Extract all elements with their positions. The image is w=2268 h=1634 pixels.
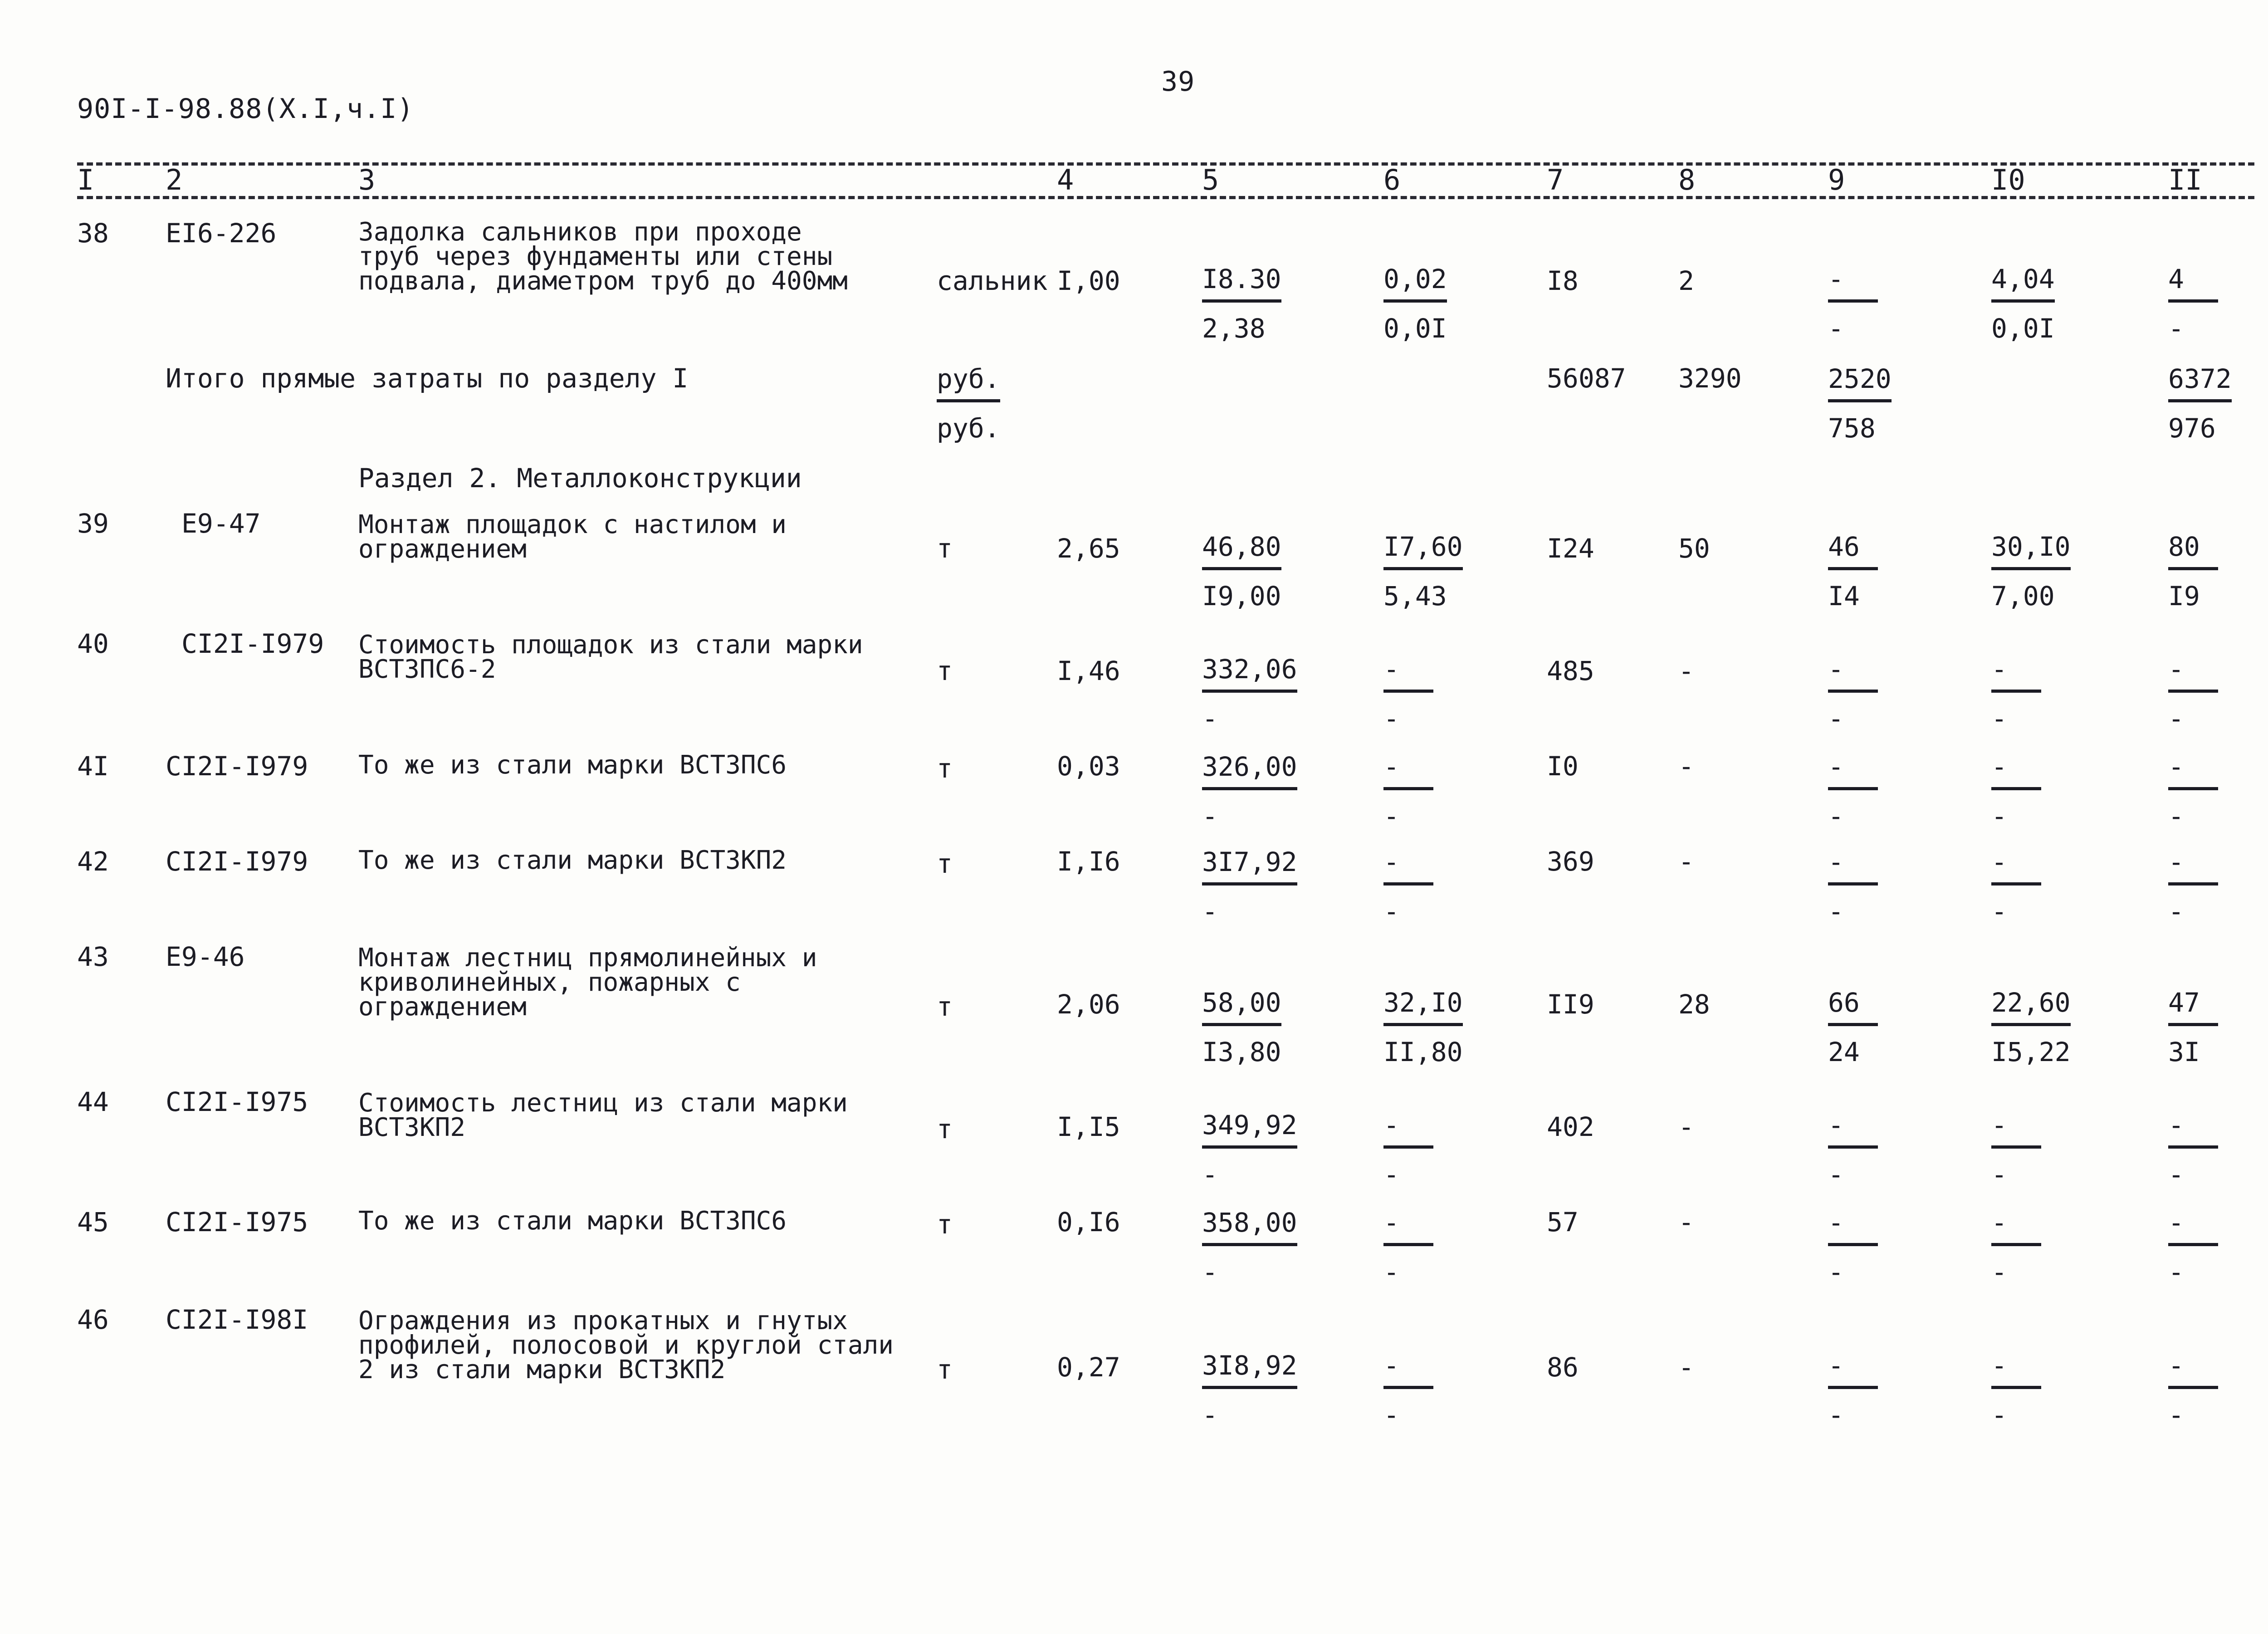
col11-fraction <box>2168 263 2218 344</box>
col11-fraction <box>2168 531 2218 612</box>
col8-value: - <box>1678 846 1694 877</box>
col6-fraction <box>1383 987 1463 1068</box>
col7-value: 86 <box>1547 1352 1579 1383</box>
rate-code: CI2I-I979 <box>181 628 324 659</box>
col5-fraction <box>1202 531 1281 612</box>
col6-numerator: I7,60 <box>1383 531 1463 570</box>
col6-numerator: - <box>1383 1109 1433 1149</box>
rate-code: CI2I-I979 <box>166 751 308 782</box>
col11-numerator: - <box>2168 846 2218 885</box>
col8-value: - <box>1678 1352 1694 1383</box>
work-description: Ограждения из прокатных и гнутых профилей, полосовой и круглой стали 2 из стали марки ВСТ3КП2 <box>358 1306 894 1384</box>
col11-numerator: 4 <box>2168 263 2218 303</box>
total-unit-denominator: руб. <box>937 413 1000 444</box>
col11-denominator: - <box>2168 703 2184 734</box>
col7-value: II9 <box>1547 989 1594 1020</box>
col10-fraction <box>1991 263 2055 344</box>
work-description: Монтаж площадок с настилом и ограждением <box>358 510 787 564</box>
total-col7: 56087 <box>1547 363 1626 394</box>
col11-denominator: - <box>2168 896 2184 927</box>
row-number: 43 <box>77 941 109 972</box>
col9-numerator: - <box>1828 653 1878 693</box>
col-header-1: I <box>77 163 94 196</box>
quantity: 0,27 <box>1057 1352 1120 1383</box>
col5-numerator: 3I8,92 <box>1202 1350 1297 1389</box>
col-header-10: I0 <box>1991 163 2025 196</box>
col6-fraction <box>1383 846 1433 927</box>
col5-denominator: - <box>1202 801 1218 832</box>
total-col11-fraction <box>2168 363 2232 444</box>
col9-denominator: - <box>1828 1159 1844 1190</box>
col11-fraction <box>2168 1109 2218 1190</box>
col9-numerator: - <box>1828 263 1878 303</box>
col11-denominator: 3I <box>2168 1037 2200 1067</box>
rate-code: E9-47 <box>181 508 261 539</box>
col10-denominator: - <box>1991 703 2007 734</box>
col10-numerator: - <box>1991 653 2041 693</box>
col9-denominator: I4 <box>1828 581 1860 612</box>
col10-numerator: - <box>1991 751 2041 790</box>
col10-fraction <box>1991 653 2041 734</box>
col11-fraction <box>2168 1207 2218 1288</box>
col6-fraction <box>1383 653 1433 734</box>
row-number: 45 <box>77 1207 109 1238</box>
col9-fraction <box>1828 531 1878 612</box>
col9-numerator: - <box>1828 1109 1878 1149</box>
col8-value: - <box>1678 1111 1694 1142</box>
col5-denominator: I3,80 <box>1202 1037 1281 1067</box>
col11-denominator: I9 <box>2168 581 2200 612</box>
header-rule-top <box>77 162 2254 166</box>
col11-fraction <box>2168 846 2218 927</box>
col11-numerator: - <box>2168 1207 2218 1246</box>
col8-value: - <box>1678 751 1694 782</box>
col5-numerator: 46,80 <box>1202 531 1281 570</box>
col10-numerator: - <box>1991 1207 2041 1246</box>
col10-numerator: - <box>1991 1109 2041 1149</box>
col9-denominator: 24 <box>1828 1037 1860 1067</box>
total-col9-numerator: 2520 <box>1828 363 1892 402</box>
work-description: Стоимость лестниц из стали марки ВСТ3КП2 <box>358 1088 848 1142</box>
total-label: Итого прямые затраты по разделу I <box>166 363 689 394</box>
col-header-11: II <box>2168 163 2202 196</box>
col7-value: 57 <box>1547 1207 1579 1238</box>
col5-numerator: 3I7,92 <box>1202 846 1297 885</box>
section-title: Раздел 2. Металлоконструкции <box>358 463 802 494</box>
rate-code: E9-46 <box>166 941 245 972</box>
col10-fraction <box>1991 531 2071 612</box>
col8-value: - <box>1678 656 1694 686</box>
rate-code: CI2I-I975 <box>166 1086 308 1117</box>
col9-denominator: - <box>1828 1399 1844 1430</box>
unit: т <box>937 533 953 564</box>
col9-denominator: - <box>1828 1257 1844 1287</box>
col9-denominator: - <box>1828 703 1844 734</box>
col-header-7: 7 <box>1547 163 1564 196</box>
col5-denominator: - <box>1202 1399 1218 1430</box>
col5-denominator: - <box>1202 703 1218 734</box>
col9-denominator: - <box>1828 801 1844 832</box>
col6-denominator: - <box>1383 896 1399 927</box>
rate-code: EI6-226 <box>166 218 277 249</box>
col5-numerator: 358,00 <box>1202 1207 1297 1246</box>
quantity: I,46 <box>1057 656 1120 686</box>
col6-numerator: 32,I0 <box>1383 987 1463 1026</box>
col6-denominator: - <box>1383 1399 1399 1430</box>
col6-denominator: II,80 <box>1383 1037 1463 1067</box>
col11-denominator: - <box>2168 1399 2184 1430</box>
col6-fraction <box>1383 1207 1433 1288</box>
col10-fraction <box>1991 987 2071 1068</box>
col6-fraction <box>1383 1350 1433 1431</box>
header-rule-bottom <box>77 196 2254 199</box>
col10-denominator: I5,22 <box>1991 1037 2071 1067</box>
col7-value: 402 <box>1547 1111 1594 1142</box>
col6-numerator: 0,02 <box>1383 263 1447 303</box>
col11-numerator: 47 <box>2168 987 2218 1026</box>
row-number: 44 <box>77 1086 109 1117</box>
col9-numerator: 66 <box>1828 987 1878 1026</box>
col5-fraction <box>1202 1109 1297 1190</box>
col5-denominator: - <box>1202 896 1218 927</box>
col9-numerator: - <box>1828 846 1878 885</box>
col9-fraction <box>1828 653 1878 734</box>
col7-value: I8 <box>1547 265 1579 296</box>
col5-numerator: 326,00 <box>1202 751 1297 790</box>
total-col9-denominator: 758 <box>1828 413 1876 444</box>
col11-denominator: - <box>2168 1257 2184 1287</box>
col5-numerator: I8.30 <box>1202 263 1281 303</box>
col6-fraction <box>1383 751 1433 832</box>
row-number: 42 <box>77 846 109 877</box>
col11-fraction <box>2168 751 2218 832</box>
col11-fraction <box>2168 653 2218 734</box>
col10-numerator: - <box>1991 846 2041 885</box>
col6-numerator: - <box>1383 751 1433 790</box>
col10-fraction <box>1991 1207 2041 1288</box>
col11-fraction <box>2168 987 2218 1068</box>
col6-denominator: - <box>1383 703 1399 734</box>
unit: сальник <box>937 265 1048 296</box>
quantity: 0,03 <box>1057 751 1120 782</box>
row-number: 39 <box>77 508 109 539</box>
col10-numerator: 30,I0 <box>1991 531 2071 570</box>
col11-numerator: - <box>2168 1109 2218 1149</box>
total-col11-denominator: 976 <box>2168 413 2216 444</box>
col5-fraction <box>1202 751 1297 832</box>
col6-numerator: - <box>1383 1207 1433 1246</box>
total-col9-fraction <box>1828 363 1892 444</box>
col6-numerator: - <box>1383 653 1433 693</box>
rate-code: CI2I-I979 <box>166 846 308 877</box>
col6-denominator: - <box>1383 1257 1399 1287</box>
col5-fraction <box>1202 1350 1297 1431</box>
col9-fraction <box>1828 846 1878 927</box>
col6-denominator: 5,43 <box>1383 581 1447 612</box>
col9-denominator: - <box>1828 313 1844 344</box>
col8-value: 50 <box>1678 533 1710 564</box>
quantity: I,00 <box>1057 265 1120 296</box>
col6-fraction <box>1383 531 1463 612</box>
col11-denominator: - <box>2168 1159 2184 1190</box>
unit: т <box>937 991 953 1022</box>
quantity: 0,I6 <box>1057 1207 1120 1238</box>
col10-denominator: - <box>1991 1399 2007 1430</box>
col-header-6: 6 <box>1383 163 1401 196</box>
quantity: I,I5 <box>1057 1111 1120 1142</box>
col9-numerator: - <box>1828 751 1878 790</box>
col7-value: I0 <box>1547 751 1579 782</box>
col10-denominator: - <box>1991 1257 2007 1287</box>
rate-code: CI2I-I98I <box>166 1304 308 1335</box>
col7-value: 485 <box>1547 656 1594 686</box>
total-unit-fraction <box>937 363 1000 444</box>
col9-numerator: - <box>1828 1350 1878 1389</box>
col6-denominator: 0,0I <box>1383 313 1447 344</box>
col10-fraction <box>1991 1109 2041 1190</box>
unit: т <box>937 1114 953 1145</box>
col5-fraction <box>1202 653 1297 734</box>
col10-fraction <box>1991 1350 2041 1431</box>
quantity: 2,06 <box>1057 989 1120 1020</box>
col10-numerator: 4,04 <box>1991 263 2055 303</box>
unit: т <box>937 656 953 686</box>
col10-denominator: - <box>1991 1159 2007 1190</box>
col-header-4: 4 <box>1057 163 1074 196</box>
col7-value: I24 <box>1547 533 1594 564</box>
col6-numerator: - <box>1383 1350 1433 1389</box>
col9-fraction <box>1828 263 1878 344</box>
col5-fraction <box>1202 1207 1297 1288</box>
col8-value: - <box>1678 1207 1694 1238</box>
col5-fraction <box>1202 846 1297 927</box>
work-description: То же из стали марки ВСТ3ПС6 <box>358 1206 787 1236</box>
col6-denominator: - <box>1383 801 1399 832</box>
col9-fraction <box>1828 1109 1878 1190</box>
row-number: 4I <box>77 751 109 782</box>
work-description: Стоимость площадок из стали марки ВСТ3ПС6-2 <box>358 630 863 684</box>
col7-value: 369 <box>1547 846 1594 877</box>
col6-numerator: - <box>1383 846 1433 885</box>
col5-numerator: 58,00 <box>1202 987 1281 1026</box>
col11-denominator: - <box>2168 313 2184 344</box>
col11-numerator: 80 <box>2168 531 2218 570</box>
col6-fraction <box>1383 1109 1433 1190</box>
col9-denominator: - <box>1828 896 1844 927</box>
row-number: 46 <box>77 1304 109 1335</box>
col6-denominator: - <box>1383 1159 1399 1190</box>
page-number: 39 <box>1161 66 1195 98</box>
col11-numerator: - <box>2168 653 2218 693</box>
col5-denominator: - <box>1202 1159 1218 1190</box>
col9-fraction <box>1828 987 1878 1068</box>
col11-fraction <box>2168 1350 2218 1431</box>
col5-numerator: 349,92 <box>1202 1109 1297 1149</box>
rate-code: CI2I-I975 <box>166 1207 308 1238</box>
col10-fraction <box>1991 751 2041 832</box>
row-number: 38 <box>77 218 109 249</box>
col10-denominator: - <box>1991 896 2007 927</box>
col9-numerator: 46 <box>1828 531 1878 570</box>
col10-numerator: 22,60 <box>1991 987 2071 1026</box>
col10-denominator: - <box>1991 801 2007 832</box>
row-number: 40 <box>77 628 109 659</box>
col10-denominator: 0,0I <box>1991 313 2055 344</box>
col11-denominator: - <box>2168 801 2184 832</box>
doc-code: 90I-I-98.88(X.I,ч.I) <box>77 93 414 125</box>
col6-fraction <box>1383 263 1447 344</box>
col-header-9: 9 <box>1828 163 1845 196</box>
col10-numerator: - <box>1991 1350 2041 1389</box>
work-description: Задолка сальников при проходе труб через фундаменты или стены подвала, диаметром труб до 400мм <box>358 217 848 296</box>
col5-fraction <box>1202 263 1281 344</box>
quantity: I,I6 <box>1057 846 1120 877</box>
work-description: Монтаж лестниц прямолинейных и криволинейных, пожарных с ограждением <box>358 943 817 1022</box>
col5-denominator: - <box>1202 1257 1218 1287</box>
col8-value: 28 <box>1678 989 1710 1020</box>
col5-denominator: I9,00 <box>1202 581 1281 612</box>
col-header-5: 5 <box>1202 163 1219 196</box>
col11-numerator: - <box>2168 751 2218 790</box>
col-header-8: 8 <box>1678 163 1696 196</box>
work-description: То же из стали марки ВСТ3КП2 <box>358 846 787 875</box>
col9-fraction <box>1828 751 1878 832</box>
col-header-2: 2 <box>166 163 183 196</box>
col5-denominator: 2,38 <box>1202 313 1266 344</box>
col9-fraction <box>1828 1207 1878 1288</box>
col8-value: 2 <box>1678 265 1694 296</box>
unit: т <box>937 1209 953 1240</box>
unit: т <box>937 848 953 879</box>
unit: т <box>937 753 953 784</box>
col-header-3: 3 <box>358 163 376 196</box>
total-unit-numerator: руб. <box>937 363 1000 402</box>
total-col8: 3290 <box>1678 363 1742 394</box>
total-col11-numerator: 6372 <box>2168 363 2232 402</box>
col5-numerator: 332,06 <box>1202 653 1297 693</box>
work-description: То же из стали марки ВСТ3ПС6 <box>358 750 787 780</box>
col9-numerator: - <box>1828 1207 1878 1246</box>
quantity: 2,65 <box>1057 533 1120 564</box>
col11-numerator: - <box>2168 1350 2218 1389</box>
col5-fraction <box>1202 987 1281 1068</box>
unit: т <box>937 1354 953 1385</box>
col10-fraction <box>1991 846 2041 927</box>
col9-fraction <box>1828 1350 1878 1431</box>
col10-denominator: 7,00 <box>1991 581 2055 612</box>
